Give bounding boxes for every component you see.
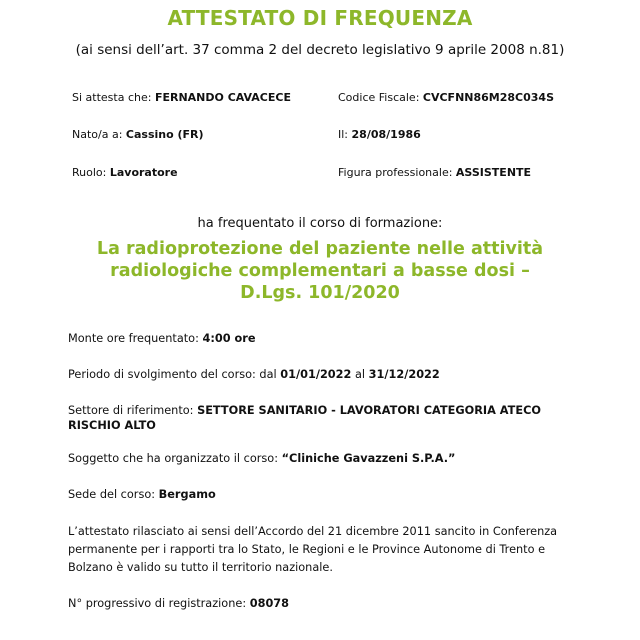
cf-label: Codice Fiscale: xyxy=(338,91,423,104)
accordo-paragraph: L’attestato rilasciato ai sensi dell’Accordo del 21 dicembre 2011 sancito in Conferenza permanente per i rapporti tra lo Stato, le Regioni e le Province Autonome di Trento e Bolzano è valido su tutto il territorio nazionale. xyxy=(68,525,558,574)
settore-value: SETTORE SANITARIO - LAVORATORI CATEGORIA ATECO RISCHIO ALTO xyxy=(68,404,541,432)
detail-settore xyxy=(68,403,588,433)
progressivo-value: 08078 xyxy=(249,597,290,610)
periodo-al: al xyxy=(351,368,369,381)
birthdate-value: 28/08/1986 xyxy=(351,128,421,141)
field-codice-fiscale xyxy=(338,91,554,104)
detail-monte-ore xyxy=(68,332,256,345)
figura-value: ASSISTENTE xyxy=(455,166,532,179)
field-data-nascita xyxy=(338,128,421,141)
course-title xyxy=(70,238,570,304)
detail-progressivo xyxy=(68,597,289,610)
course-title-line-1: La radioprotezione del paziente nelle attività xyxy=(96,239,544,259)
detail-periodo xyxy=(68,368,440,381)
attesta-label: Si attesta che: xyxy=(72,91,155,104)
soggetto-value: “Cliniche Gavazzeni S.P.A.” xyxy=(281,452,456,465)
sede-label: Sede del corso: xyxy=(68,488,159,501)
course-title-line-2: radiologiche complementari a basse dosi – xyxy=(110,261,530,281)
field-ruolo xyxy=(72,166,178,179)
detail-soggetto xyxy=(68,452,455,465)
field-attesta xyxy=(72,91,291,104)
periodo-to: 31/12/2022 xyxy=(368,368,440,381)
periodo-label: Periodo di svolgimento del corso: dal xyxy=(68,368,281,381)
course-intro: ha frequentato il corso di formazione: xyxy=(197,216,443,231)
person-name: FERNANDO CAVACECE xyxy=(154,91,291,104)
periodo-from: 01/01/2022 xyxy=(280,368,352,381)
detail-sede xyxy=(68,488,216,501)
monte-label: Monte ore frequentato: xyxy=(68,332,203,345)
il-label: Il: xyxy=(338,128,352,141)
birthplace-value: Cassino (FR) xyxy=(125,128,204,141)
cf-value: CVCFNN86M28C034S xyxy=(422,91,554,104)
certificate-title: ATTESTATO DI FREQUENZA xyxy=(167,6,473,30)
field-nato xyxy=(72,128,204,141)
ruolo-label: Ruolo: xyxy=(72,166,110,179)
certificate-subtitle: (ai sensi dell’art. 37 comma 2 del decreto legislativo 9 aprile 2008 n.81) xyxy=(75,42,565,58)
sede-value: Bergamo xyxy=(158,488,216,501)
progressivo-label: N° progressivo di registrazione: xyxy=(68,597,250,610)
nato-label: Nato/a a: xyxy=(72,128,126,141)
figura-label: Figura professionale: xyxy=(338,166,456,179)
ruolo-value: Lavoratore xyxy=(109,166,178,179)
soggetto-label: Soggetto che ha organizzato il corso: xyxy=(68,452,282,465)
field-figura xyxy=(338,166,531,179)
settore-label: Settore di riferimento: xyxy=(68,404,198,417)
monte-value: 4:00 ore xyxy=(202,332,256,345)
course-title-line-3: D.Lgs. 101/2020 xyxy=(240,283,400,303)
